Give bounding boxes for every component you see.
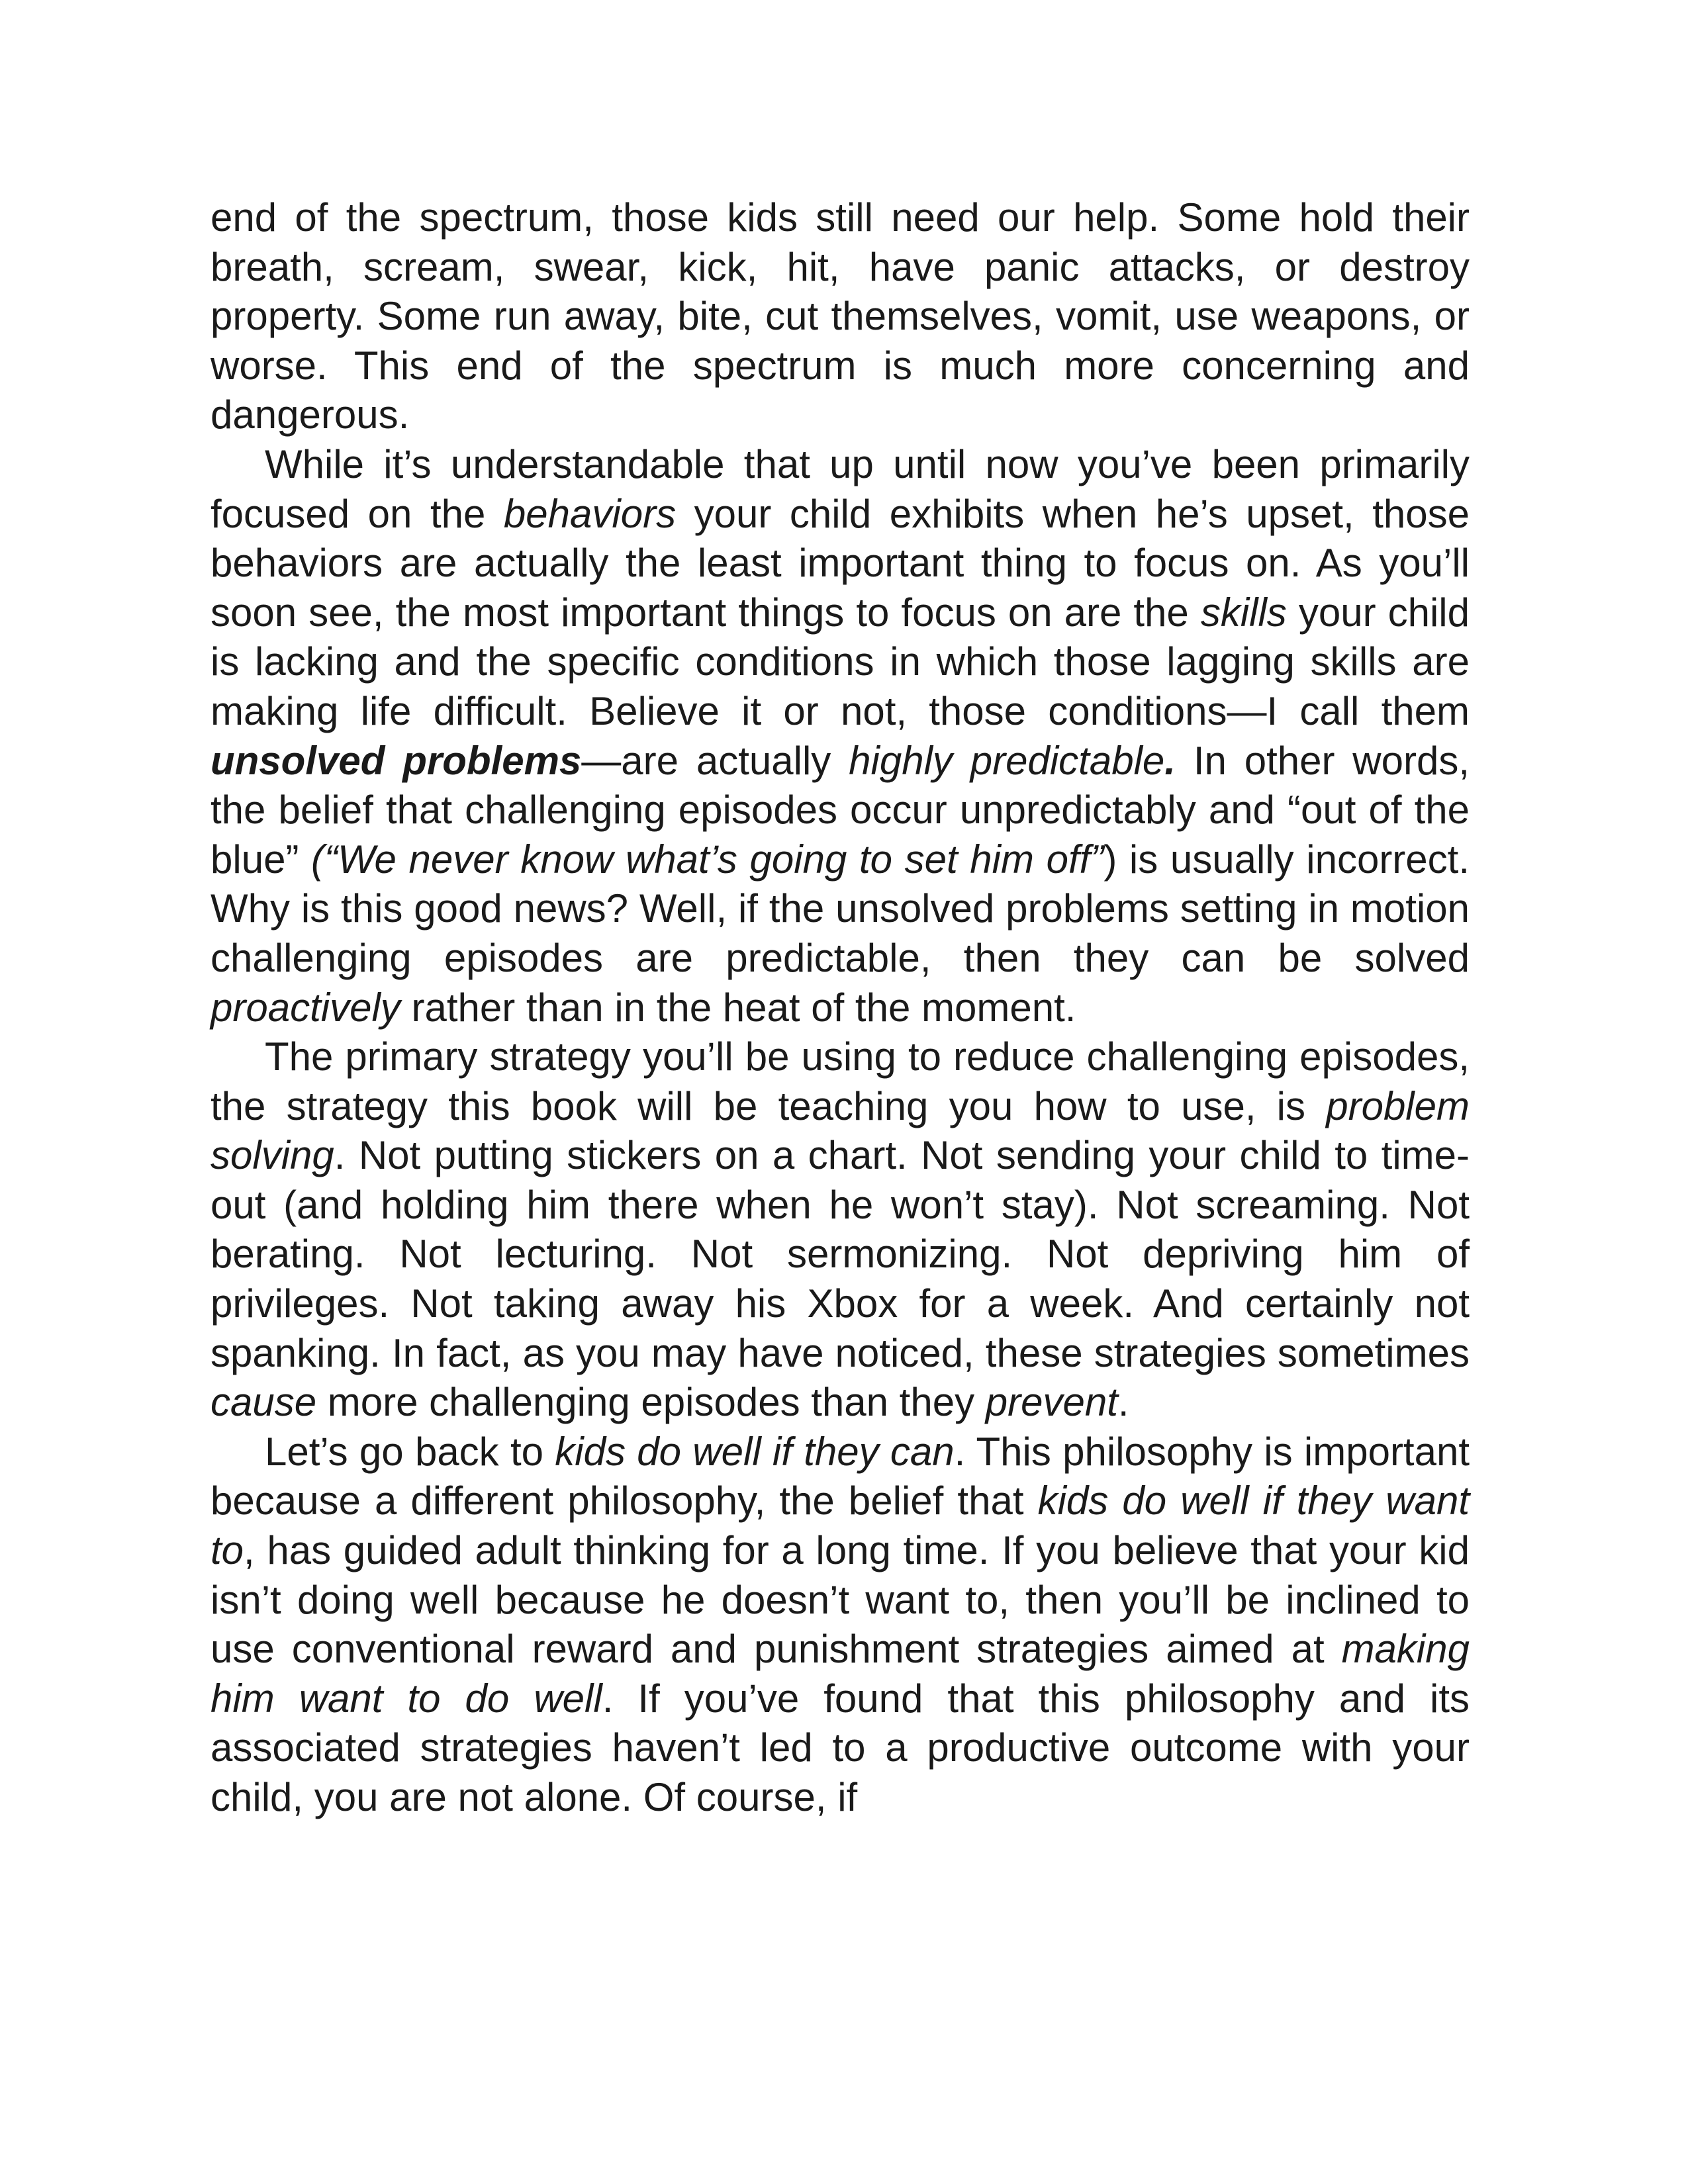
italic-text: making him want to do well bbox=[211, 1627, 1470, 1721]
paragraph bbox=[211, 1032, 1470, 1428]
italic-text: kids do well if they can bbox=[555, 1429, 955, 1474]
paragraph bbox=[211, 1428, 1470, 1823]
body-text: The primary strategy you’ll be using to reduce challenging episodes, the strategy this book will be teaching you how to use, is bbox=[211, 1034, 1470, 1128]
body-text: end of the spectrum, those kids still need our help. Some hold their breath, scream, swear, kick, hit, have panic attacks, or destroy property. Some run away, bite, cut themselves, vomit, use weapons, or worse. This end of the spectrum is much more concerning and dangerous. bbox=[211, 195, 1470, 437]
italic-text: (“We never know what’s going to set him off” bbox=[311, 837, 1104, 882]
italic-text: behaviors bbox=[503, 491, 677, 536]
italic-text: cause bbox=[211, 1380, 317, 1425]
body-text: your child exhibits when he’s upset, those behaviors are actually the least important thing to focus on. As you’ll soon see, the most important things to focus on are the bbox=[211, 491, 1470, 635]
italic-text: skills bbox=[1200, 590, 1287, 635]
body-text: Let’s go back to bbox=[265, 1429, 555, 1474]
body-text: —are actually bbox=[581, 738, 849, 783]
bold-italic-text: unsolved problems bbox=[211, 738, 582, 783]
body-text: . This philosophy is important because a different philosophy, the belief that bbox=[211, 1429, 1470, 1524]
body-text: your child is lacking and the specific conditions in which those lagging skills are making life difficult. Believe it or not, those conditions—I call them bbox=[211, 590, 1470, 733]
body-text: . Not putting stickers on a chart. Not sending your child to time-out (and holding him there when he won’t stay). Not screaming. Not berating. Not lecturing. Not sermonizing. Not depriving him of privileges. Not taking away his Xbox for a week. And certainly not spanking. In fact, as you may have noticed, these strategies sometimes bbox=[211, 1133, 1470, 1375]
body-text: ) is usually incorrect. Why is this good news? Well, if the unsolved problems setting in motion challenging episodes are predictable, then they can be solved bbox=[211, 837, 1470, 980]
body-text: . If you’ve found that this philosophy and its associated strategies haven’t led to a productive outcome with your child, you are not alone. Of course, if bbox=[211, 1676, 1470, 1819]
body-text: rather than in the heat of the moment. bbox=[400, 985, 1076, 1030]
italic-text: proactively bbox=[211, 985, 400, 1030]
paragraph bbox=[211, 440, 1470, 1032]
paragraph bbox=[211, 193, 1470, 440]
body-text: In other words, the belief that challenging episodes occur unpredictably and “out of the blue” bbox=[211, 738, 1470, 882]
bold-italic-text: . bbox=[1164, 738, 1176, 783]
body-text: While it’s understandable that up until now you’ve been primarily focused on the bbox=[211, 441, 1470, 536]
body-text: . bbox=[1117, 1380, 1129, 1425]
italic-text: prevent bbox=[985, 1380, 1118, 1425]
italic-text: problem solving bbox=[211, 1083, 1470, 1178]
book-page-body bbox=[211, 193, 1470, 1823]
body-text: , has guided adult thinking for a long time. If you believe that your kid isn’t doing well because he doesn’t want to, then you’ll be inclined to use conventional reward and punishment strategies aimed at bbox=[211, 1528, 1470, 1672]
italic-text: kids do well if they want to bbox=[211, 1479, 1470, 1573]
body-text: more challenging episodes than they bbox=[316, 1380, 986, 1425]
italic-text: highly predictable bbox=[849, 738, 1165, 783]
